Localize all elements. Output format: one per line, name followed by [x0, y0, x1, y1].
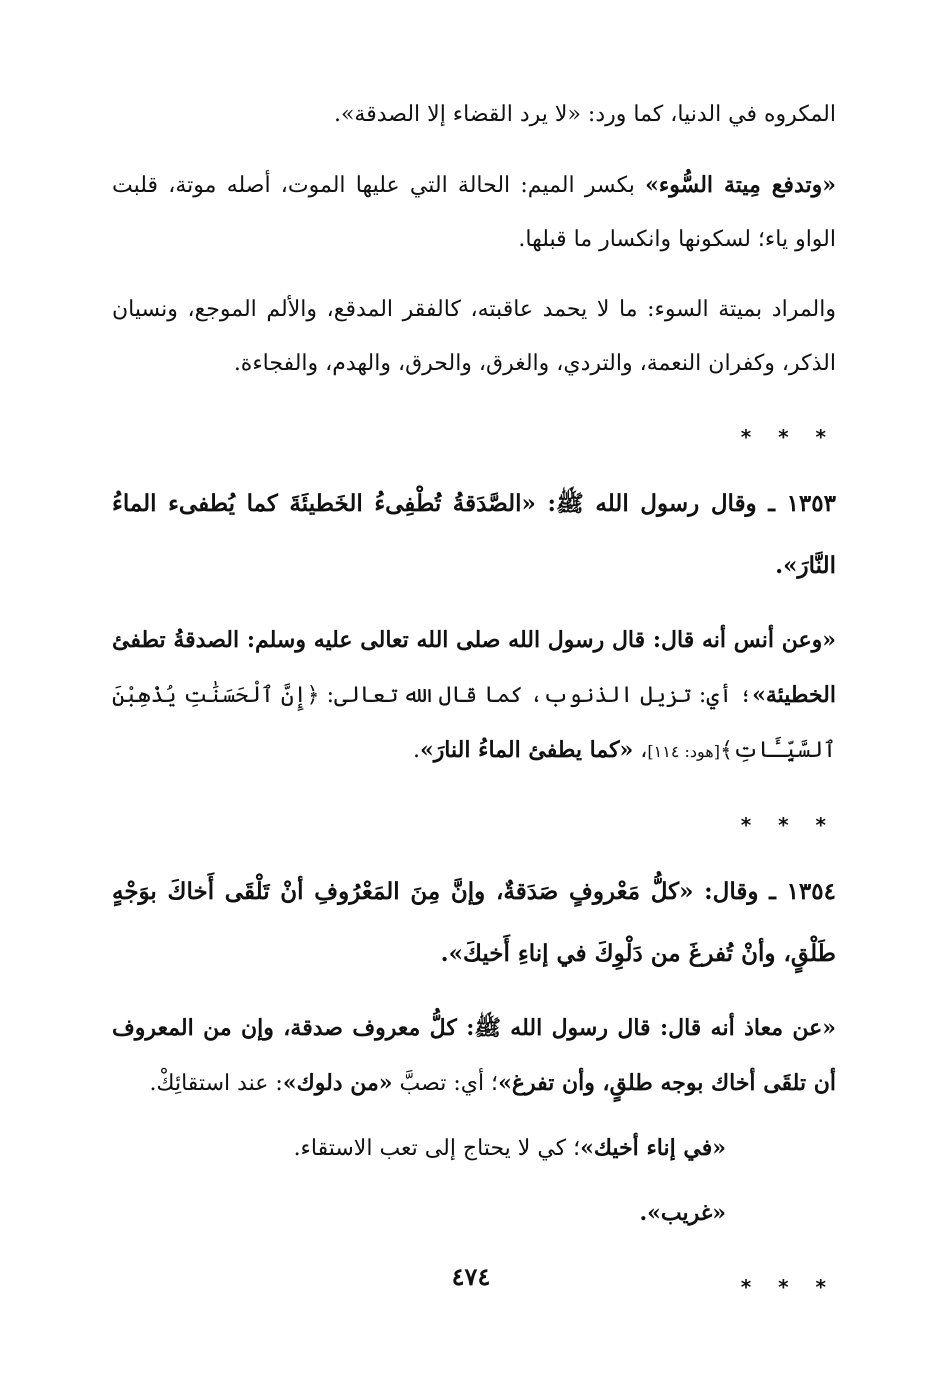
hadith-1353-text: ١٣٥٣ ـ وقال رسول الله ﷺ: «الصَّدَقةُ تُطْفِىءُ الخَطيئَةَ كما يُطفىء الماءُ النَّارَ».	[112, 490, 836, 579]
paragraph-7	[112, 1186, 836, 1241]
paragraph-5-end: : عند استقائِكْ.	[149, 1071, 283, 1096]
divider-stars: * * *	[740, 425, 836, 449]
hadith-1354-text: ١٣٥٤ ـ وقال: «كلُّ مَعْروفٍ صَدَقةٌ، وإنَّ مِنَ المَعْرُوفِ أنْ تَلْقَى أَخاكَ بوَجْهٍ طَلْقٍ، وأنْ تُفرغَ من دَلْوِكَ في إناءِ أَخيكَ».	[112, 878, 836, 967]
paragraph-5	[112, 1001, 836, 1111]
paragraph-5-text: ؛ أي: تصبَّ	[392, 1071, 499, 1096]
hadith-1354	[112, 861, 836, 985]
paragraph-5-quote: «عن معاذ أنه قال: قال رسول الله ﷺ: كلُّ معروف صدقة، وإن من المعروف أن تلقَى أخاك بوجه طلقٍ، وأن تفرغ»	[112, 1015, 836, 1096]
paragraph-1	[112, 88, 836, 142]
quran-verse: ﴿إِنَّ ٱلْحَسَنَٰتِ يُذْهِبْنَ ٱلسَّيِّـَٔاتِ﴾	[112, 683, 836, 763]
section-divider	[112, 425, 836, 449]
paragraph-6-text: ؛ كي لا يحتاج إلى تعب الاستقاء.	[293, 1136, 581, 1161]
paragraph-2	[112, 158, 836, 267]
divider-stars: * * *	[740, 1275, 836, 1299]
paragraph-4-text: ؛ أي: تزيل الذنوب، كما قال الله تعالى:	[319, 683, 753, 708]
paragraph-6	[112, 1121, 836, 1176]
hadith-1353	[112, 473, 836, 597]
paragraph-7-text: «غريب».	[639, 1200, 726, 1226]
paragraph-6-quote: «في إناء أخيك»	[580, 1135, 726, 1161]
paragraph-1-text: المكروه في الدنيا، كما ورد: «لا يرد القضاء إلا الصدقة».	[333, 102, 836, 127]
paragraph-2-text: بكسر الميم: الحالة التي عليها الموت، أصله موتة، قلبت الواو ياء؛ لسكونها وانكسار ما قبلها.	[112, 173, 836, 252]
page-number-text: ٤٧٤	[451, 1262, 491, 1291]
page-number	[0, 1262, 942, 1291]
paragraph-3	[112, 283, 836, 391]
paragraph-5-quote-2: «من دلوك»	[282, 1070, 393, 1096]
paragraph-4	[112, 613, 836, 779]
page-content	[112, 88, 836, 1323]
paragraph-4-separator: ،	[633, 738, 648, 763]
section-divider	[112, 813, 836, 837]
paragraph-4-end: .	[412, 738, 420, 763]
paragraph-2-quote: «وتدفع مِيتة السُّوء»	[645, 172, 836, 198]
paragraph-3-text: والمراد بميتة السوء: ما لا يحمد عاقبته، كالفقر المدقع، والألم الموجع، ونسيان الذكر، وكفران النعمة، والتردي، والغرق، والحرق، والهدم، والفجاءة.	[112, 297, 836, 376]
verse-reference: [هود: ١١٤]	[647, 742, 720, 761]
divider-stars: * * *	[740, 813, 836, 837]
paragraph-4-quote: «وعن أنس أنه قال: قال رسول الله صلى الله تعالى عليه وسلم: الصدقةُ تطفئ الخطيئة»	[112, 627, 836, 708]
paragraph-4-quote-2: «كما يطفئ الماءُ النارَ»	[419, 737, 634, 763]
